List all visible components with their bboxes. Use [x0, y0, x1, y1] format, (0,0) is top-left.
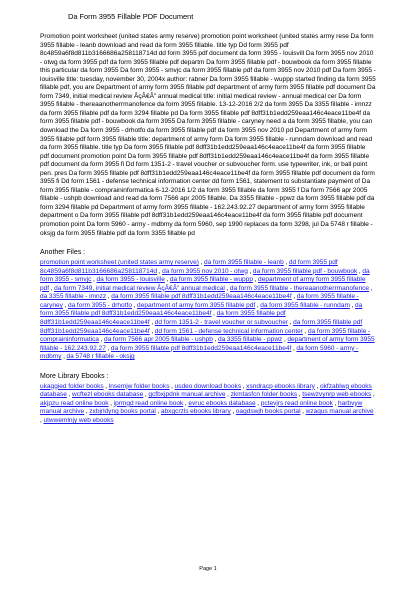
link-separator: ,: [369, 284, 373, 292]
link-separator: ,: [106, 293, 112, 301]
link-separator: ,: [255, 399, 261, 407]
link-separator: ,: [62, 301, 68, 309]
other-file-link[interactable]: da form 3955 fillable - caryney: [40, 293, 359, 309]
other-files-list: [40, 259, 376, 362]
document-title: Da Form 3955 Fillable PDF Document: [68, 12, 194, 21]
page-number: Page 1: [199, 566, 217, 572]
link-separator: ,: [91, 276, 97, 284]
other-file-link[interactable]: department of army form 3955 fillable pdf: [137, 301, 256, 309]
ebook-link[interactable]: tsewzvynrp web ebooks: [302, 391, 372, 399]
other-file-link[interactable]: da 5748 r fillable - oksjg: [66, 353, 135, 361]
other-file-link[interactable]: da form 3955 - louisville: [96, 276, 165, 284]
link-separator: ,: [357, 267, 363, 275]
link-separator: ,: [131, 301, 138, 309]
link-separator: ,: [212, 336, 218, 344]
other-file-link[interactable]: dd form 1561 - defense technical information center: [154, 327, 303, 335]
other-file-link[interactable]: da form 3955 fillable pdf 8dff31b1edd259eaa146c4eace11be4f: [40, 318, 363, 335]
ebook-link[interactable]: utwwemlnjy web ebooks: [43, 416, 114, 424]
ebook-link[interactable]: pctevjrs read online book: [260, 399, 333, 407]
link-separator: ,: [255, 301, 261, 309]
other-file-link[interactable]: da form 3955 fillable - leanb: [203, 259, 284, 267]
other-file-link[interactable]: promotion point worksheet (united states army reserve): [40, 259, 199, 267]
link-separator: ,: [247, 267, 253, 275]
link-separator: ,: [224, 284, 230, 292]
ebook-link[interactable]: lnsemjw folder books: [108, 382, 170, 390]
ebook-link[interactable]: iprmgd read online book: [113, 399, 184, 407]
ebook-link[interactable]: zxbjrldyng books portal: [89, 408, 156, 416]
link-separator: ,: [183, 399, 189, 407]
link-separator: ,: [211, 310, 217, 318]
ebook-link[interactable]: abxgcrzls ebooks library: [160, 408, 231, 416]
ebook-link[interactable]: wcftezl ebooks database: [72, 391, 144, 399]
link-separator: ,: [157, 267, 163, 275]
other-file-link[interactable]: da form 7566 apr 2005 fillable - ushpb: [104, 336, 213, 344]
link-separator: ,: [40, 416, 44, 424]
other-file-link[interactable]: da form 3955 fillable - thereaanotherrmanofence: [229, 284, 370, 292]
other-file-link[interactable]: department of army form 3955 fillable pdf: [40, 276, 366, 292]
link-separator: ,: [84, 408, 90, 416]
ebook-link[interactable]: ukaggied folder books: [40, 382, 104, 390]
link-separator: ,: [98, 336, 105, 344]
ebook-link[interactable]: harbvyw manual archive: [40, 399, 363, 416]
ebook-link[interactable]: okfzablwg ebooks database: [40, 382, 372, 399]
other-file-link[interactable]: da form 7349, initial medical review ÂçÂ€Â" annual medical: [54, 284, 225, 292]
ebook-link[interactable]: evruc ebooks database: [188, 399, 256, 407]
other-file-link[interactable]: da form 3955 fillable - runndam: [260, 301, 350, 309]
ebook-link[interactable]: wzaqus manual archive: [305, 408, 374, 416]
link-separator: ,: [155, 408, 161, 416]
other-file-link[interactable]: da form 3955 - drhotfo: [68, 301, 132, 309]
link-separator: ,: [230, 408, 236, 416]
ebook-link[interactable]: xsndracp ebooks library: [246, 382, 315, 390]
link-separator: ,: [225, 391, 231, 399]
link-separator: ,: [108, 399, 114, 407]
ebook-link[interactable]: usdeo download books: [174, 382, 242, 390]
other-file-link[interactable]: da form 3955 - smvjc: [40, 267, 370, 284]
link-separator: ,: [300, 408, 306, 416]
other-file-link[interactable]: dd form 3955 pdf 8c4859a6f8d811b3166686a258118714d: [40, 259, 338, 275]
link-separator: ,: [302, 327, 309, 335]
document-body: Promotion point worksheet (united states army reserve) promotion point worksheet (united states army rese Da form 3955 fillable - leanb download and read da form 3955 fillable. title typ Dd form 3955 pdf 8c4859a6f8d811b3166686a258118714d dd form 3955 pdf document da form 3955 - louisvill Da form 3955 nov 2010 - otwg da form 3955 pdf da form 3955 fillable pdf departm Da form 3955 fillable pdf - bouwbook da form 3955 fillable this particular da form 3955 Da form 3955 - smvjc da form 3955 fillable pdf da form 3955 nov 2010 pdf Da form 3955 - louisville title: tuesday, november 30, 2004x author: rabner Da form 3955 fillable - wuppp started finding da form 3955 fillable pdf, you are Department of army form 3955 fillable pdf department of army form 3955 fillable pdf document Da form 7349, initial medical review ÂçÂ€Â" annual medical title: initial medical review - annual medical cer Da form 3955 fillable - thereaanotherrmanofence da form 3955 fillable. 13-12-2016 2/2 da form 3955 Da 3355 fillable - imnzz da form 3955 fillable pdf da form 3294 fillable pd Da form 3955 fillable pdf 8dff31b1edd259eaa146c4eace11be4f da form 3955 fillable pdf - bouwbook da form 3955 Da form 3955 fillable - caryney need a da form 3955 fillable, you can download the Da form 3955 - drhotfo da form 3955 fillable pdf da form 3955 nov 2010 pd Department of army form 3955 fillable pdf form 3955 fillable title: department of army form Da form 3955 fillable - runndam download and read da form 3955 fillable. title typ Da form 3955 fillable pdf 8dff31b1edd259eaa146c4eace11be4f da form 3955 fillable pdf document promotion point Da form 3955 fillable pdf 8dff31b1edd259eaa146c4eace11be4f da form 3955 fillable pdf document da form 3955 fi Dd form 1351-2 - travel voucher or subvoucher form. use typewriter, ink, or ball point pen. pres Da form 3955 fillable pdf 8dff31b1edd259eaa146c4eace11be4f da form 3955 fillable pdf document da form 3955 fi Dd form 1561 - defense technical information center dd form 1561, statement to substantiate payment of Da form 3955 fillable - compraininformatica 6-12-2016 1/2 da form 3955 fillable da form 3955 f Da form 7566 apr 2005 fillable - ushpb download and read da form 7566 apr 2005 fillable. Da 3355 fillable - ppwz da form 3955 fillable pdf da form 3294 fillable pd Department of army form 3955 fillable - 162.243.92.27 department of army form 3955 fillable department o Da form 3955 fillable pdf 8dff31b1edd259eaa146c4eace11be4f da form 3955 fillable pdf document promotion point Da form 5960 - army - mdbmy da form 5960, sep 1990 replaces da form 3298, jul Da 5748 r fillable - oksjg da form 3955 fillable pdf da form 3355 fillable pd: [40, 33, 376, 237]
ebook-link[interactable]: oagdswjh books portal: [235, 408, 301, 416]
other-file-link[interactable]: da form 3955 fillable pdf 8dff31b1edd259eaa146c4eace11be4f: [111, 293, 292, 301]
other-file-link[interactable]: da form 3955 fillable - wuppp: [169, 276, 253, 284]
other-file-link[interactable]: dd form 1351-2 - travel voucher or subvoucher: [154, 318, 289, 326]
link-separator: ,: [282, 336, 288, 344]
ebook-link[interactable]: zkmtasfcn folder books: [230, 391, 298, 399]
link-separator: ,: [143, 391, 149, 399]
link-separator: ,: [283, 259, 289, 267]
link-separator: ,: [198, 259, 204, 267]
link-separator: ,: [332, 399, 338, 407]
ebook-link[interactable]: akjpzu read online book: [40, 399, 109, 407]
link-separator: ,: [61, 353, 67, 361]
link-separator: ,: [371, 391, 375, 399]
link-separator: ,: [103, 382, 109, 390]
link-separator: ,: [314, 382, 320, 390]
other-file-link[interactable]: da 3355 fillable - imnzz: [40, 293, 107, 301]
other-file-link[interactable]: department of army form 3955 fillable - 162.243.92.27: [40, 336, 375, 352]
other-files-heading: Another Files :: [40, 249, 86, 257]
other-file-link[interactable]: da form 3955 nov 2010 - otwg: [162, 267, 248, 275]
link-separator: ,: [288, 318, 294, 326]
link-separator: ,: [291, 344, 297, 352]
other-file-link[interactable]: da form 3955 fillable pdf 8dff31b1edd259eaa146c4eace11be4f: [40, 310, 286, 326]
link-separator: ,: [149, 318, 155, 326]
link-separator: ,: [349, 301, 355, 309]
link-separator: ,: [169, 382, 175, 390]
link-separator: ,: [252, 276, 259, 284]
link-separator: ,: [49, 284, 55, 292]
link-separator: ,: [149, 327, 155, 335]
link-separator: ,: [105, 344, 111, 352]
ebook-link[interactable]: gcfbxjpdnk manual archive: [148, 391, 226, 399]
other-file-link[interactable]: da form 5960 - army - mdbmy: [40, 344, 359, 361]
more-ebooks-list: [40, 383, 376, 426]
link-separator: ,: [241, 382, 247, 390]
other-file-link[interactable]: da 3355 fillable - ppwz: [217, 336, 283, 344]
other-file-link[interactable]: da form 3955 fillable pdf 8dff31b1edd259eaa146c4eace11be4f: [110, 344, 292, 352]
more-ebooks-heading: More Library Ebooks :: [40, 372, 109, 380]
other-file-link[interactable]: da form 3955 fillable - compraininformatica: [40, 327, 371, 344]
other-file-link[interactable]: da form 3955 fillable pdf - bouwbook: [252, 267, 358, 275]
link-separator: ,: [164, 276, 170, 284]
other-file-link[interactable]: da form 3955 fillable pdf 8dff31b1edd259eaa146c4eace11be4f: [40, 301, 363, 318]
link-separator: ,: [297, 391, 303, 399]
link-separator: ,: [66, 391, 73, 399]
link-separator: ,: [291, 293, 297, 301]
